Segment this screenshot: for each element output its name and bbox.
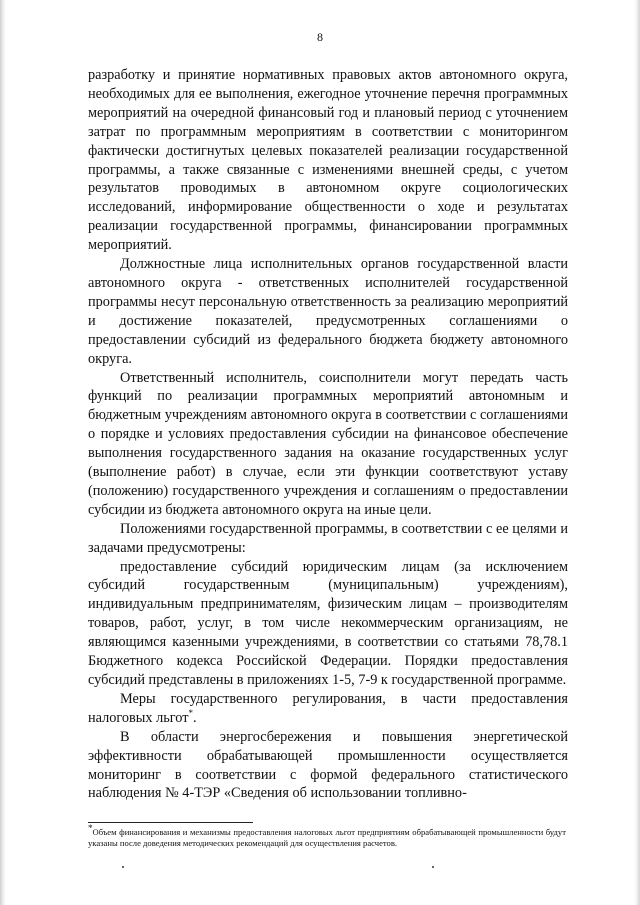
footnote [88,823,566,850]
document-body [88,66,568,803]
paragraph-6-text: Меры государственного регулирования, в части предоставления налоговых льгот [88,690,568,726]
scan-edge-right [634,0,640,905]
footnote-mark: * [88,823,93,834]
paragraph-5: предоставление субсидий юридическим лицам (за исключением субсидий государственным (муниципальным) учреждениям), индивидуальным предпринимателям, физическим лицам – производителям товаров, работ, услуг, в том числе некоммерческим организациям, не являющимся казенными учреждениями, в соответствии со статьями 78,78.1 Бюджетного кодекса Российской Федерации. Порядки предоставления субсидий представлены в приложениях 1-5, 7-9 к государственной программе. [88,558,568,688]
scan-speck [122,866,124,868]
footnote-divider [88,822,253,823]
paragraph-6-tail: . [193,709,197,726]
paragraph-7: В области энергосбережения и повышения энергетической эффективности обрабатывающей промышленности осуществляется мониторинг в соответствии с формой федерального статистического наблюдения № 4-ТЭР «Сведения об использовании топливно- [88,728,568,802]
scan-speck [432,866,434,868]
scan-edge-left [0,0,6,905]
paragraph-2: Должностные лица исполнительных органов государственной власти автономного округа - ответственных исполнителей государственной программы несут персональную ответственность за реализацию мероприятий и достижение показателей, предусмотренных соглашениями о предоставлении субсидий из федерального бюджета бюджету автономного округа. [88,256,568,367]
paragraph-3: Ответственный исполнитель, соисполнители могут передать часть функций по реализации программных мероприятий автономным и бюджетным учреждениям автономного округа в соответствии с соглашениями о порядке и условиях предоставления субсидии на финансовое обеспечение выполнения государственного задания на оказание государственных услуг (выполнение работ) в случае, если эти функции соответствуют уставу (положению) государственного учреждения и соглашениям о предоставлении субсидии из бюджета автономного округа на иные цели. [88,369,568,518]
paragraph-1: разработку и принятие нормативных правовых актов автономного округа, необходимых для ее выполнения, ежегодное уточнение перечня программных мероприятий на очередной финансовый год и плановый период с уточнением затрат по программным мероприятиям в соответствии с мониторингом фактически достигнутых целевых показателей реализации государственной программы, а также связанные с изменениями внешней среды, с учетом результатов проводимых в автономном округе социологических исследований, информирование общественности о ходе и результатах реализации государственной программы, финансировании программных мероприятий. [88,67,568,254]
footnote-reference: * [188,708,194,719]
page-number: 8 [317,30,323,44]
footnote-text: Объем финансирования и механизмы предоставления налоговых льгот предприятиям обрабатывающей промышленности будут указаны после доведения методических рекомендаций для осуществления расчетов. [88,827,566,849]
paragraph-6 [88,690,568,728]
paragraph-4: Положениями государственной программы, в соответствии с ее целями и задачами предусмотрены: [88,520,568,556]
